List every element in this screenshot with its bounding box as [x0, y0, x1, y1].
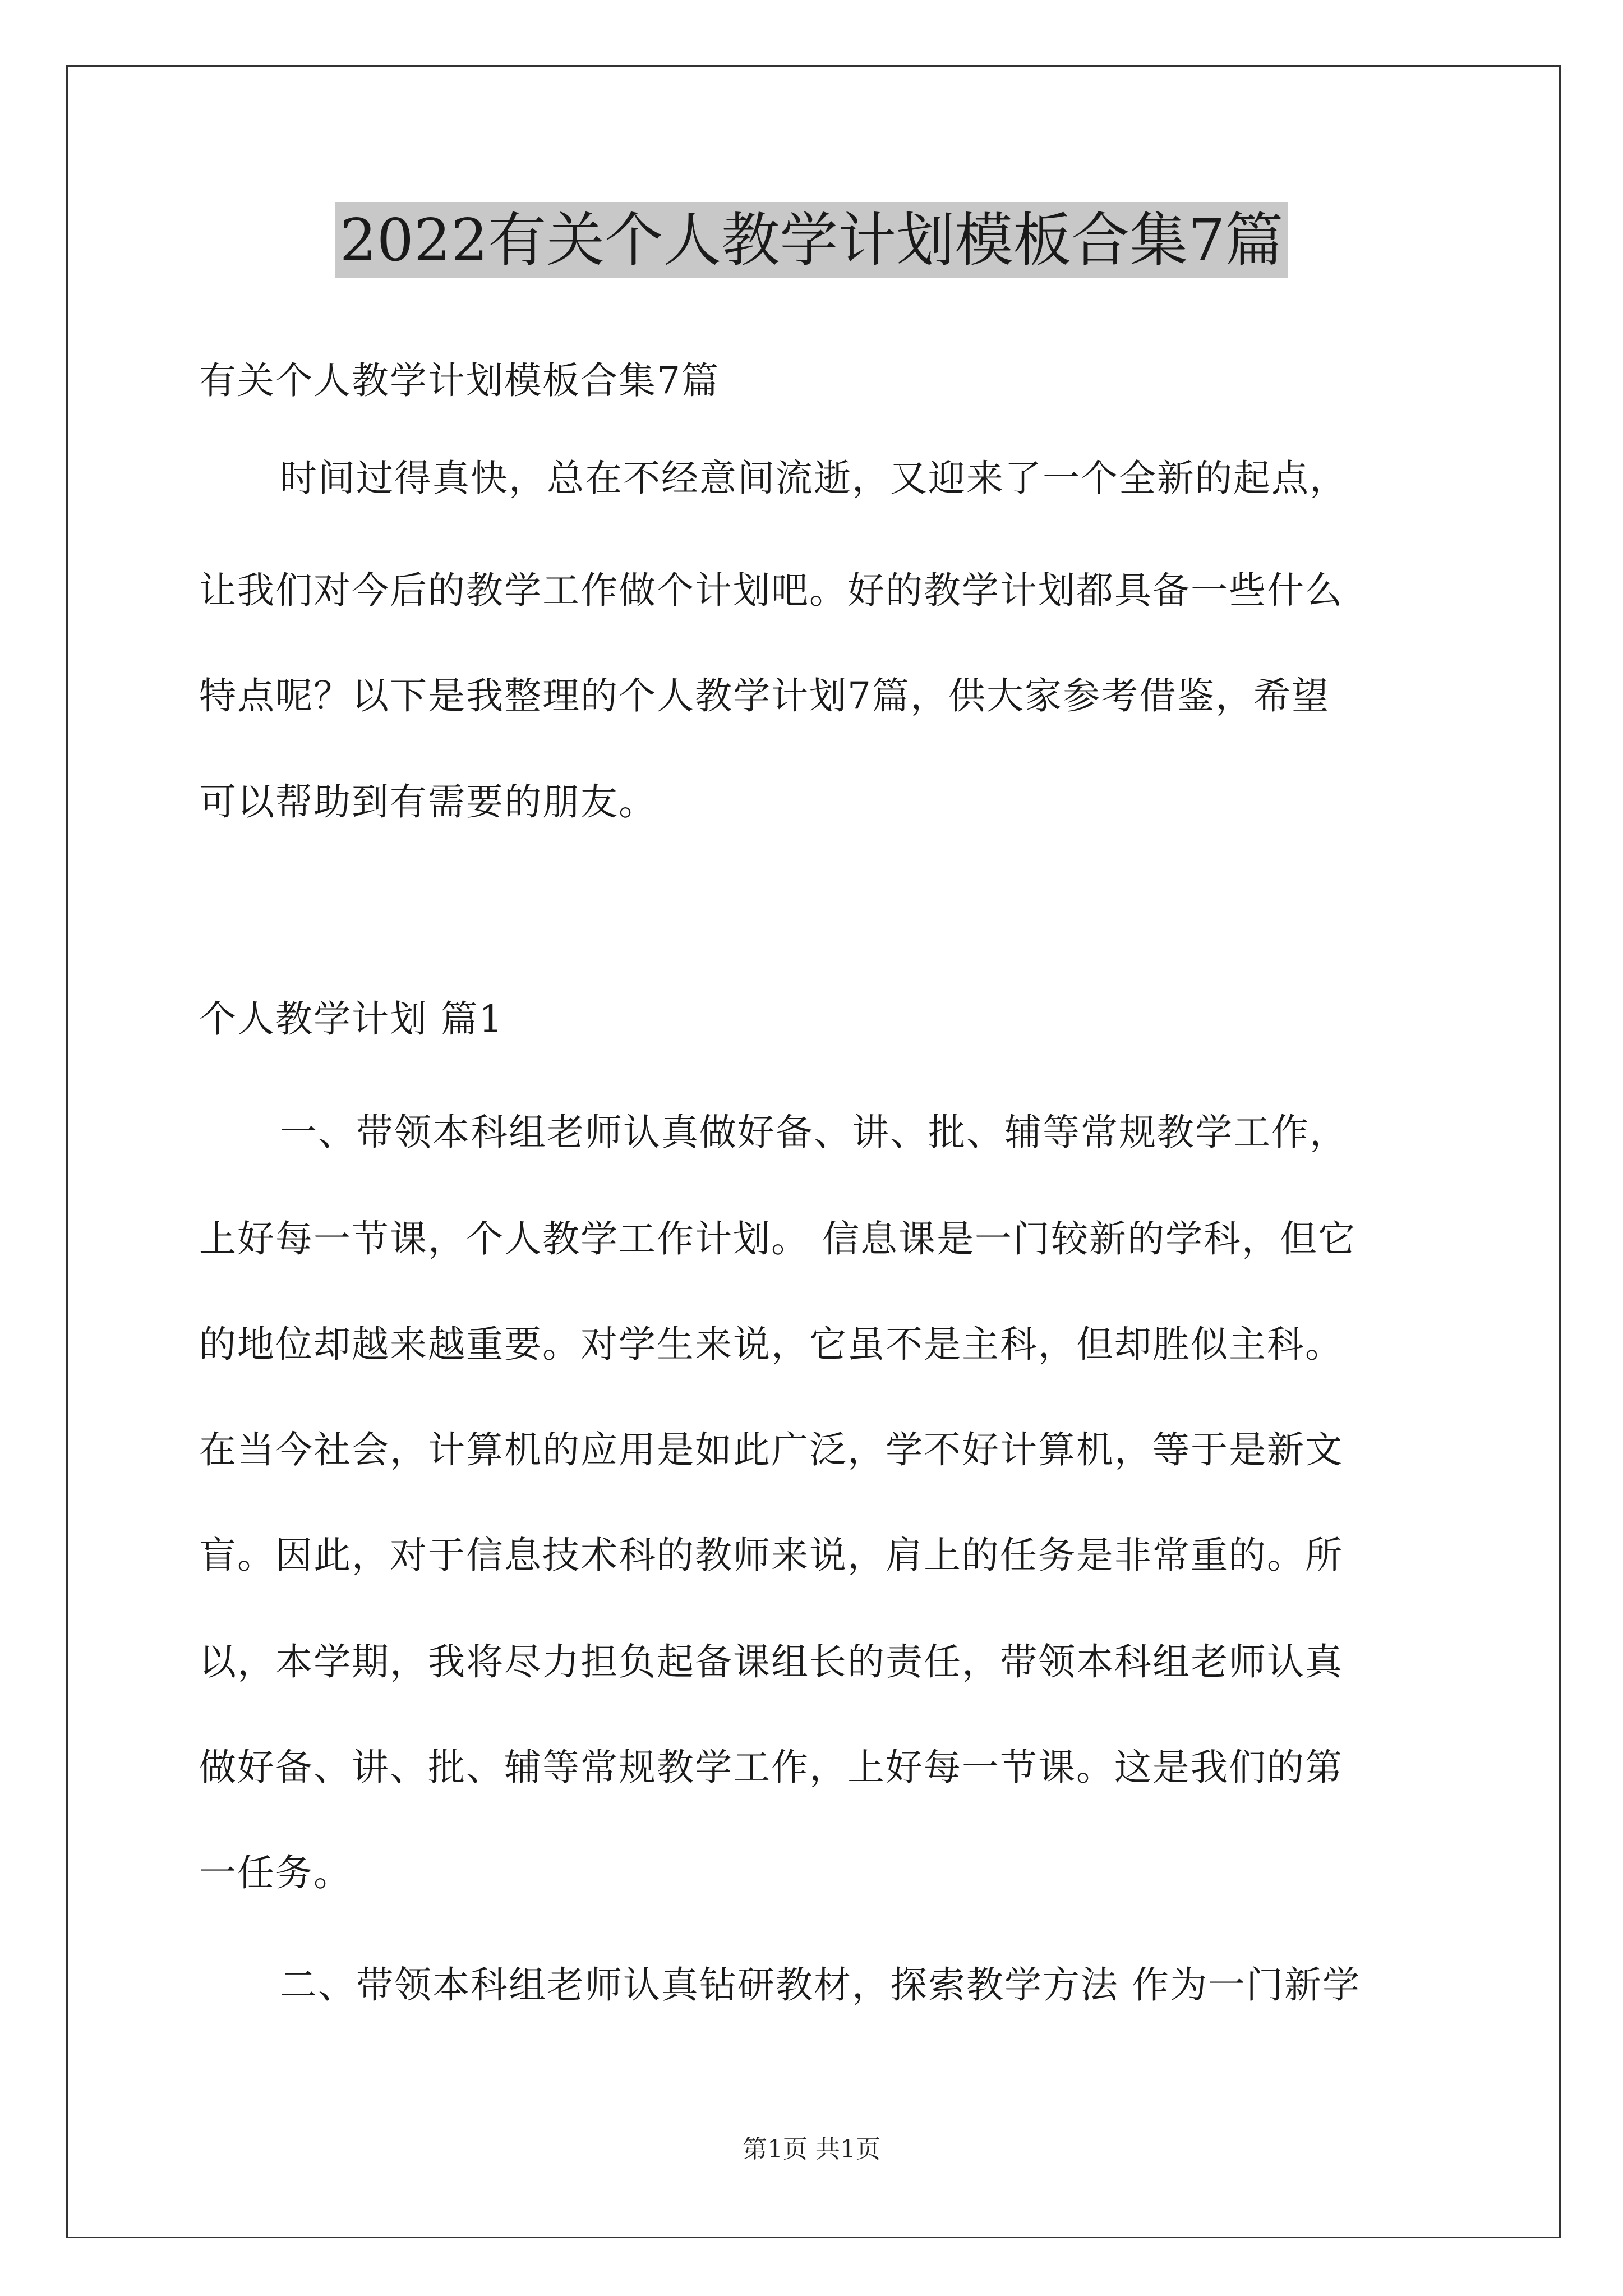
- document-title-text: 2022有关个人教学计划模板合集7篇: [335, 202, 1288, 278]
- intro-line-2: 让我们对今后的教学工作做个计划吧。好的教学计划都具备一些什么: [199, 569, 1343, 612]
- page-footer: 第1页 共1页: [743, 2135, 880, 2164]
- section1-line-2: 上好每一节课，个人教学工作计划。 信息课是一门较新的学科，但它: [199, 1217, 1356, 1260]
- section1-line-8: 一任务。: [199, 1851, 352, 1894]
- section-heading: 个人教学计划 篇1: [199, 997, 504, 1041]
- intro-line-4: 可以帮助到有需要的朋友。: [199, 780, 657, 823]
- document-title: [0, 202, 1623, 280]
- section1-line-1: 一、带领本科组老师认真做好备、讲、批、辅等常规教学工作，: [280, 1111, 1348, 1154]
- intro-line-3: 特点呢？以下是我整理的个人教学计划7篇，供大家参考借鉴，希望: [199, 674, 1330, 717]
- section1-line-7: 做好备、讲、批、辅等常规教学工作，上好每一节课。这是我们的第: [199, 1746, 1343, 1789]
- document-subtitle: 有关个人教学计划模板合集7篇: [199, 359, 720, 402]
- section1-line-5: 盲。因此，对于信息技术科的教师来说，肩上的任务是非常重的。所: [199, 1534, 1343, 1577]
- intro-line-1: 时间过得真快，总在不经意间流逝，又迎来了一个全新的起点，: [280, 457, 1348, 500]
- section2-line-1: 二、带领本科组老师认真钻研教材，探索教学方法 作为一门新学: [280, 1963, 1361, 2007]
- section1-line-3: 的地位却越来越重要。对学生来说，它虽不是主科，但却胜似主科。: [199, 1323, 1343, 1366]
- section1-line-4: 在当今社会，计算机的应用是如此广泛，学不好计算机，等于是新文: [199, 1428, 1343, 1471]
- section1-line-6: 以，本学期，我将尽力担负起备课组长的责任，带领本科组老师认真: [199, 1640, 1343, 1683]
